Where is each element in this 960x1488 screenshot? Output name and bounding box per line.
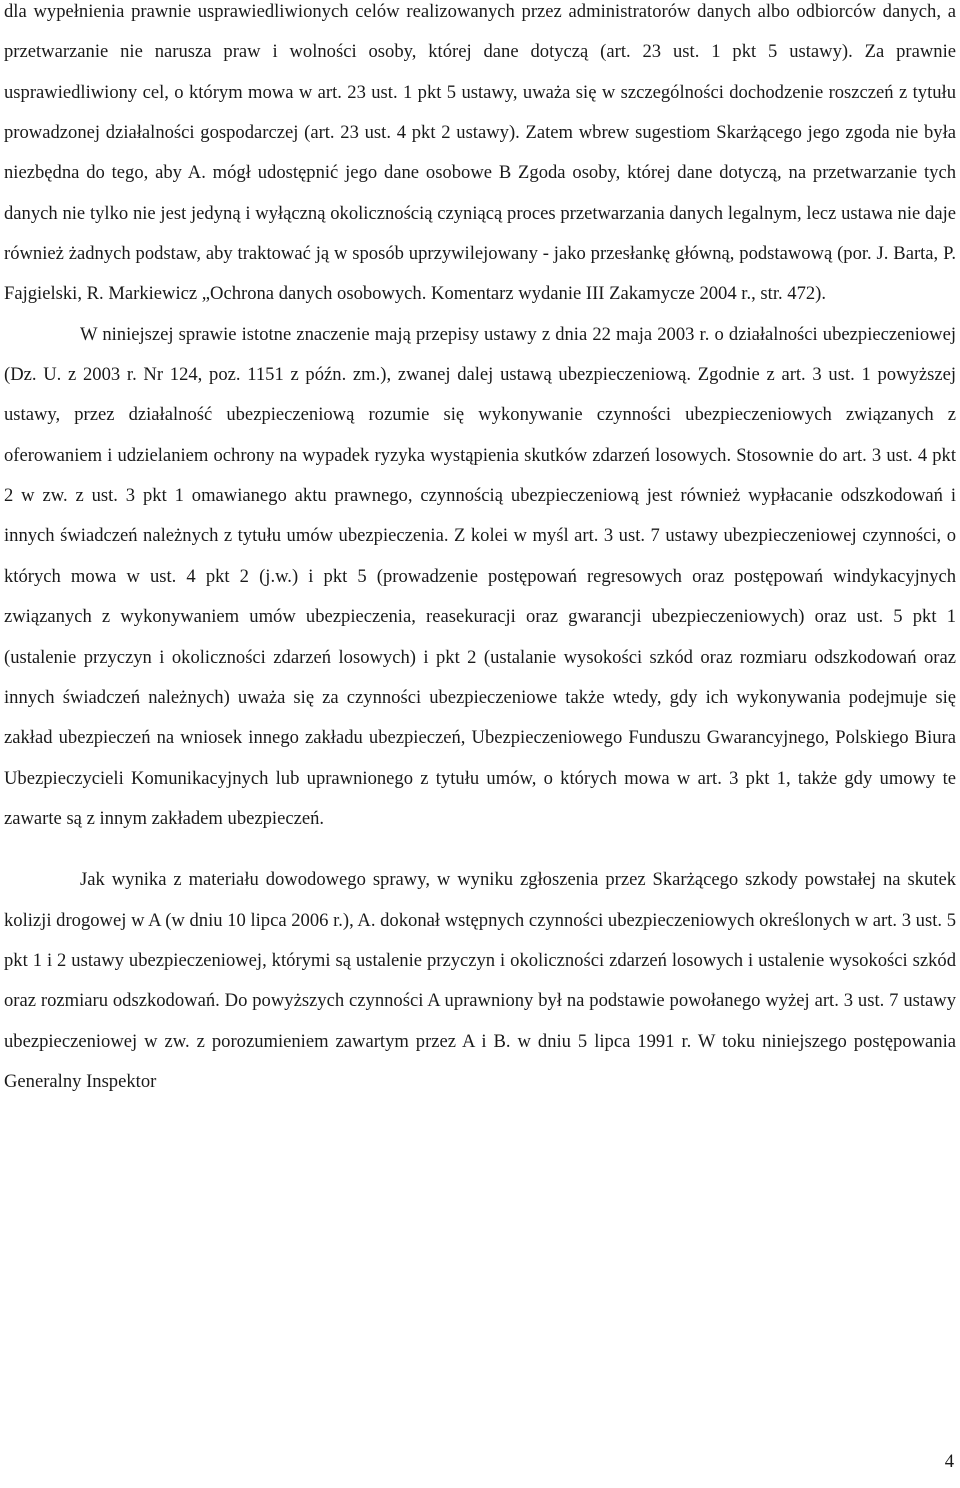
document-body: [4, 0, 956, 1102]
paragraph-gap: [4, 839, 956, 860]
paragraph-1: dla wypełnienia prawnie usprawiedliwionych celów realizowanych przez administratorów danych albo odbiorców danych, a przetwarzanie nie narusza praw i wolności osoby, której dane dotyczą (art. 23 ust. 1 pkt 5 ustawy). Za prawnie usprawiedliwiony cel, o którym mowa w art. 23 ust. 1 pkt 5 ustawy, uważa się w szczególności dochodzenie roszczeń z tytułu prowadzonej działalności gospodarczej (art. 23 ust. 4 pkt 2 ustawy). Zatem wbrew sugestiom Skarżącego jego zgoda nie była niezbędna do tego, aby A. mógł udostępnić jego dane osobowe B Zgoda osoby, której dane dotyczą, na przetwarzanie tych danych nie tylko nie jest jedyną i wyłączną okolicznością czyniącą proces przetwarzania danych legalnym, lecz ustawa nie daje również żadnych podstaw, aby traktować ją w sposób uprzywilejowany - jako przesłankę główną, podstawową (por. J. Barta, P. Fajgielski, R. Markiewicz „Ochrona danych osobowych. Komentarz wydanie III Zakamycze 2004 r., str. 472).: [4, 1, 956, 305]
paragraph-3: Jak wynika z materiału dowodowego sprawy, w wyniku zgłoszenia przez Skarżącego szkody powstałej na skutek kolizji drogowej w A (w dniu 10 lipca 2006 r.), A. dokonał wstępnych czynności ubezpieczeniowych określonych w art. 3 ust. 5 pkt 1 i 2 ustawy ubezpieczeniowej, którymi są ustalenie przyczyn i okoliczności zdarzeń losowych i ustalenie wysokości szkód oraz rozmiaru odszkodowań. Do powyższych czynności A uprawniony był na podstawie powołanego wyżej art. 3 ust. 7 ustawy ubezpieczeniowej w zw. z porozumieniem zawartym przez A i B. w dniu 5 lipca 1991 r. W toku niniejszego postępowania Generalny Inspektor: [4, 869, 956, 1092]
page-number: 4: [944, 1451, 954, 1472]
paragraph-2: W niniejszej sprawie istotne znaczenie mają przepisy ustawy z dnia 22 maja 2003 r. o działalności ubezpieczeniowej (Dz. U. z 2003 r. Nr 124, poz. 1151 z późn. zm.), zwanej dalej ustawą ubezpieczeniową. Zgodnie z art. 3 ust. 1 powyższej ustawy, przez działalność ubezpieczeniową rozumie się wykonywanie czynności ubezpieczeniowych związanych z oferowaniem i udzielaniem ochrony na wypadek ryzyka wystąpienia skutków zdarzeń losowych. Stosownie do art. 3 ust. 4 pkt 2 w zw. z ust. 3 pkt 1 omawianego aktu prawnego, czynnością ubezpieczeniową jest również wypłacanie odszkodowań i innych świadczeń należnych z tytułu umów ubezpieczenia. Z kolei w myśl art. 3 ust. 7 ustawy ubezpieczeniowej czynności, o których mowa w ust. 4 pkt 2 (j.w.) i pkt 5 (prowadzenie postępowań regresowych oraz postępowań windykacyjnych związanych z wykonywaniem umów ubezpieczenia, reasekuracji oraz gwarancji ubezpieczeniowych) oraz ust. 5 pkt 1 (ustalenie przyczyn i okoliczności zdarzeń losowych) i pkt 2 (ustalanie wysokości szkód oraz rozmiaru odszkodowań oraz innych świadczeń należnych) uważa się za czynności ubezpieczeniowe także wtedy, gdy ich wykonywania podejmuje się zakład ubezpieczeń na wniosek innego zakładu ubezpieczeń, Ubezpieczeniowego Funduszu Gwarancyjnego, Polskiego Biura Ubezpieczycieli Komunikacyjnych lub uprawnionego z tytułu umów, o których mowa w art. 3 pkt 1, także gdy umowy te zawarte są z innym zakładem ubezpieczeń.: [4, 323, 956, 829]
